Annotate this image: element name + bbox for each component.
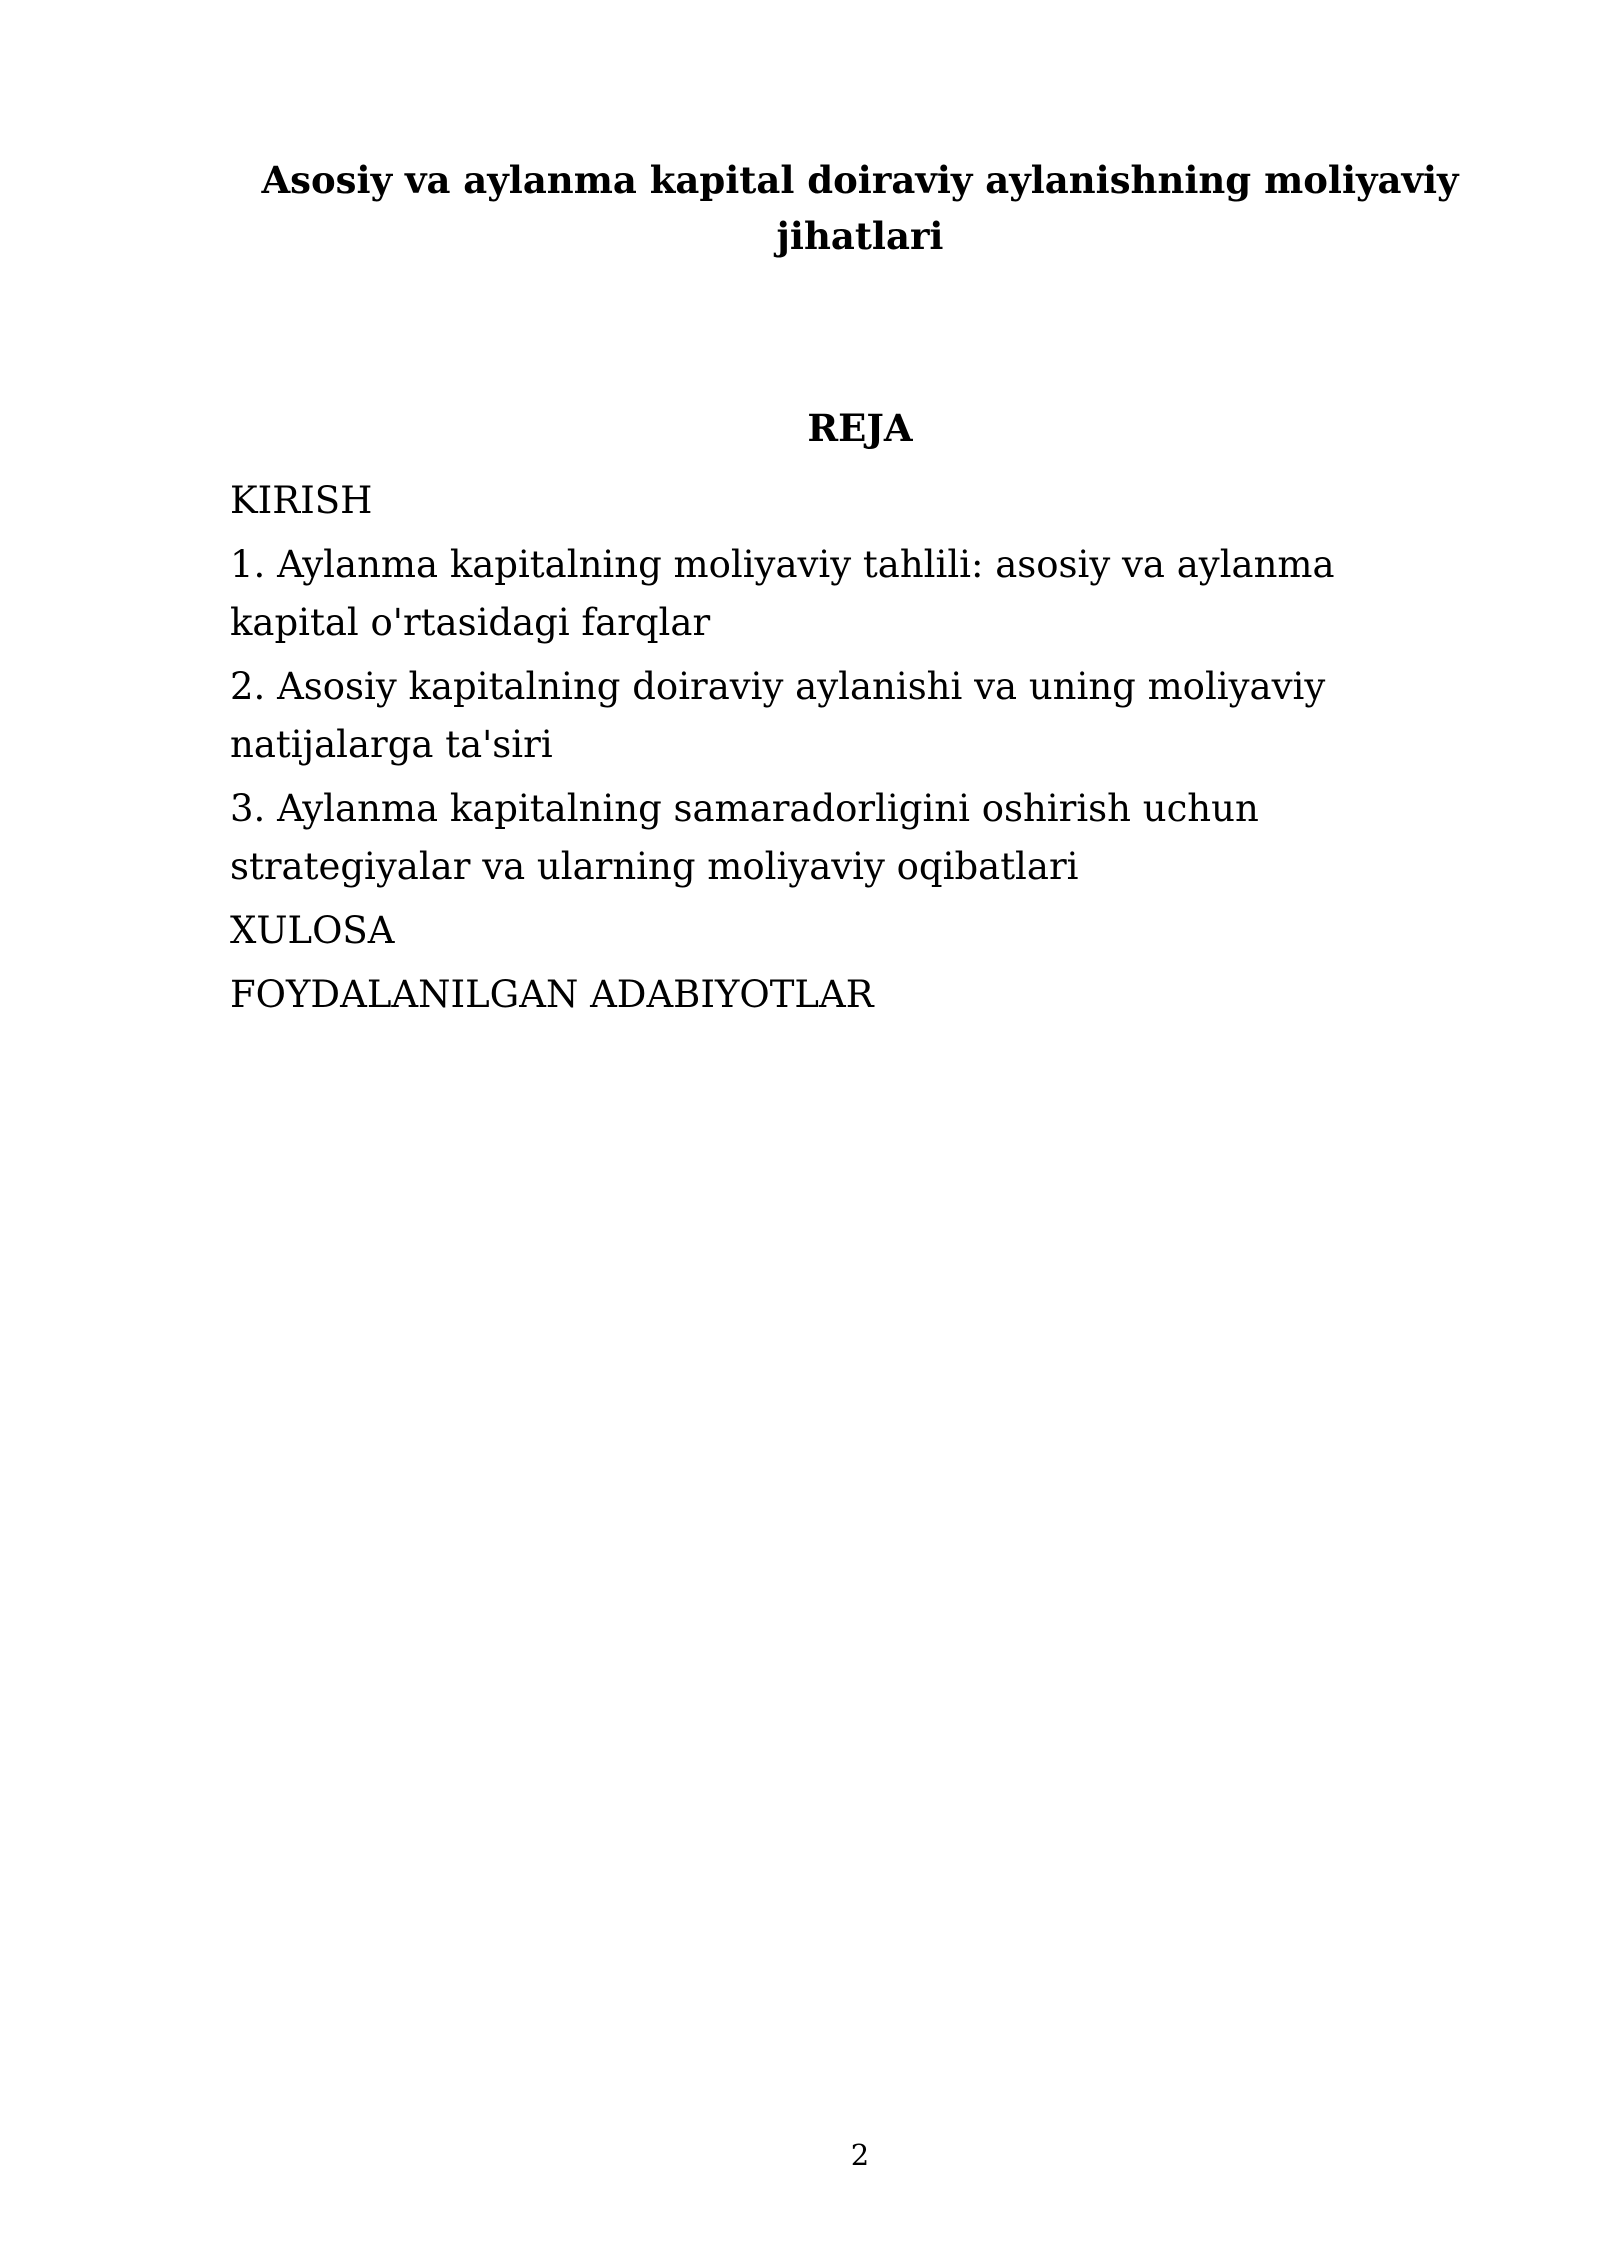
table-of-contents — [230, 472, 1430, 1030]
toc-item-introduction: KIRISH — [230, 479, 373, 522]
toc-item-references: FOYDALANILGAN ADABIYOTLAR — [230, 973, 874, 1016]
plan-heading: REJA — [807, 406, 913, 450]
document-title: Asosiy va aylanma kapital doiraviy aylanishning moliyaviy jihatlari — [261, 158, 1459, 258]
toc-item-section-3: 3. Aylanma kapitalning samaradorligini oshirish uchun strategiyalar va ularning moliyaviy oqibatlari — [230, 787, 1259, 888]
toc-item-section-2: 2. Asosiy kapitalning doiraviy aylanishi va uning moliyaviy natijalarga ta'siri — [230, 665, 1326, 766]
page-number: 2 — [850, 2138, 870, 2172]
toc-item-section-1: 1. Aylanma kapitalning moliyaviy tahlili: asosiy va aylanma kapital o'rtasidagi farqlar — [230, 543, 1335, 644]
toc-item-conclusion: XULOSA — [230, 909, 395, 952]
